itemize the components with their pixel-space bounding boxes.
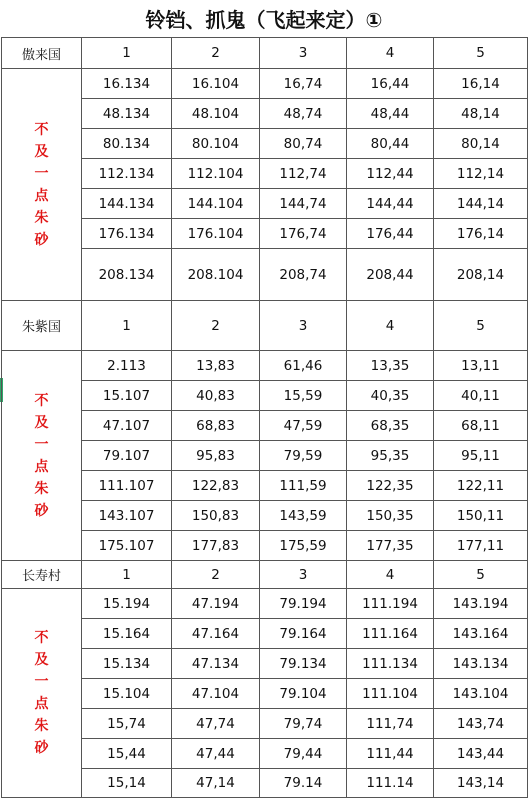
- label-char: 及: [34, 414, 49, 431]
- column-number: 5: [434, 301, 528, 351]
- column-number: 1: [82, 561, 172, 589]
- label-char: 及: [34, 143, 49, 160]
- coordinate-cell: 40,83: [172, 381, 260, 411]
- coordinate-cell: 208.134: [82, 249, 172, 301]
- coordinate-cell: 208,74: [260, 249, 347, 301]
- label-char: 不: [34, 630, 49, 646]
- coordinate-cell: 177,11: [434, 531, 528, 561]
- section-header-row: [2, 301, 528, 351]
- coordinate-cell: 79.164: [260, 619, 347, 649]
- label-char: 朱: [34, 480, 49, 497]
- coordinate-cell: 143,44: [434, 739, 528, 769]
- coordinate-cell: 208,14: [434, 249, 528, 301]
- coordinate-cell: 150,83: [172, 501, 260, 531]
- coordinate-cell: 111,44: [347, 739, 434, 769]
- label-char: 砂: [34, 740, 49, 756]
- coordinate-cell: 150,35: [347, 501, 434, 531]
- coordinate-cell: 15,14: [82, 769, 172, 798]
- coordinate-cell: 47,74: [172, 709, 260, 739]
- coordinate-cell: 2.113: [82, 351, 172, 381]
- coordinate-cell: 48.134: [82, 99, 172, 129]
- column-number: 2: [172, 561, 260, 589]
- coordinate-cell: 144,44: [347, 189, 434, 219]
- coordinate-cell: 48.104: [172, 99, 260, 129]
- coordinate-cell: 208,44: [347, 249, 434, 301]
- cinnabar-note-label: [2, 351, 82, 561]
- coordinate-cell: 143,59: [260, 501, 347, 531]
- section-header-row: [2, 561, 528, 589]
- label-char: 不: [34, 121, 49, 138]
- coordinate-cell: 111.14: [347, 769, 434, 798]
- coordinate-cell: 15,74: [82, 709, 172, 739]
- coordinate-cell: 80.134: [82, 129, 172, 159]
- label-char: 砂: [34, 502, 49, 519]
- coordinate-cell: 79.104: [260, 679, 347, 709]
- coordinate-cell: 176.134: [82, 219, 172, 249]
- label-char: 不: [34, 392, 49, 409]
- coordinate-cell: 47,44: [172, 739, 260, 769]
- coordinate-cell: 13,11: [434, 351, 528, 381]
- label-char: 一: [34, 436, 49, 453]
- coordinate-cell: 68,11: [434, 411, 528, 441]
- coordinate-cell: 79,44: [260, 739, 347, 769]
- coordinate-cell: 15.107: [82, 381, 172, 411]
- column-number: 1: [82, 38, 172, 69]
- column-number: 5: [434, 38, 528, 69]
- label-char: 朱: [34, 718, 49, 734]
- coordinate-cell: 47,14: [172, 769, 260, 798]
- coordinate-cell: 175.107: [82, 531, 172, 561]
- label-char: 点: [34, 458, 49, 475]
- coordinate-cell: 143,74: [434, 709, 528, 739]
- table-row: [2, 589, 528, 619]
- coordinate-cell: 95,83: [172, 441, 260, 471]
- table-row: [2, 351, 528, 381]
- coordinate-cell: 79.134: [260, 649, 347, 679]
- coordinate-cell: 15.164: [82, 619, 172, 649]
- coordinate-cell: 68,83: [172, 411, 260, 441]
- coordinate-cell: 143.194: [434, 589, 528, 619]
- coordinate-cell: 15.134: [82, 649, 172, 679]
- coordinate-cell: 111.104: [347, 679, 434, 709]
- coordinate-cell: 143.134: [434, 649, 528, 679]
- coordinate-cell: 48,44: [347, 99, 434, 129]
- coordinate-cell: 112.104: [172, 159, 260, 189]
- coordinate-cell: 112.134: [82, 159, 172, 189]
- coordinate-cell: 177,83: [172, 531, 260, 561]
- coordinate-cell: 13,83: [172, 351, 260, 381]
- location-name: 长寿村: [2, 561, 82, 589]
- coordinate-cell: 48,74: [260, 99, 347, 129]
- coordinate-cell: 16.104: [172, 69, 260, 99]
- coordinate-cell: 47.164: [172, 619, 260, 649]
- page-title: 铃铛、抓鬼（飞起来定）①: [145, 8, 383, 32]
- coordinate-cell: 111.134: [347, 649, 434, 679]
- coordinate-cell: 47.194: [172, 589, 260, 619]
- coordinate-cell: 15.194: [82, 589, 172, 619]
- coordinate-cell: 111.164: [347, 619, 434, 649]
- column-number: 4: [347, 561, 434, 589]
- coordinate-cell: 16,14: [434, 69, 528, 99]
- coordinate-cell: 15.104: [82, 679, 172, 709]
- coordinate-cell: 122,11: [434, 471, 528, 501]
- coordinate-cell: 122,83: [172, 471, 260, 501]
- column-number: 4: [347, 38, 434, 69]
- coordinate-cell: 143,14: [434, 769, 528, 798]
- coordinate-cell: 176,44: [347, 219, 434, 249]
- location-name: 朱紫国: [2, 301, 82, 351]
- coordinate-cell: 112,44: [347, 159, 434, 189]
- coordinate-cell: 177,35: [347, 531, 434, 561]
- column-number: 1: [82, 301, 172, 351]
- coordinate-cell: 208.104: [172, 249, 260, 301]
- coordinate-cell: 47.107: [82, 411, 172, 441]
- coordinate-cell: 112,14: [434, 159, 528, 189]
- label-char: 一: [34, 165, 49, 182]
- coordinate-cell: 47,59: [260, 411, 347, 441]
- coordinate-cell: 144.104: [172, 189, 260, 219]
- label-char: 朱: [34, 209, 49, 226]
- coordinate-cell: 68,35: [347, 411, 434, 441]
- coordinates-table: [1, 37, 528, 798]
- coordinate-cell: 175,59: [260, 531, 347, 561]
- coordinate-cell: 79,74: [260, 709, 347, 739]
- coordinate-cell: 40,11: [434, 381, 528, 411]
- coordinate-cell: 143.107: [82, 501, 172, 531]
- coordinate-cell: 111.194: [347, 589, 434, 619]
- label-char: 一: [34, 674, 49, 690]
- column-number: 2: [172, 301, 260, 351]
- coordinate-cell: 80,14: [434, 129, 528, 159]
- coordinate-cell: 144.134: [82, 189, 172, 219]
- section-header-row: [2, 38, 528, 69]
- column-number: 3: [260, 561, 347, 589]
- column-number: 4: [347, 301, 434, 351]
- coordinate-cell: 61,46: [260, 351, 347, 381]
- coordinate-cell: 112,74: [260, 159, 347, 189]
- coordinate-cell: 111.107: [82, 471, 172, 501]
- coordinate-cell: 111,74: [347, 709, 434, 739]
- cinnabar-note-label: [2, 589, 82, 798]
- coordinate-cell: 15,59: [260, 381, 347, 411]
- coordinate-cell: 13,35: [347, 351, 434, 381]
- column-number: 3: [260, 301, 347, 351]
- coordinate-cell: 80,44: [347, 129, 434, 159]
- coordinate-cell: 176,14: [434, 219, 528, 249]
- coordinate-cell: 48,14: [434, 99, 528, 129]
- coordinate-cell: 111,59: [260, 471, 347, 501]
- coordinate-cell: 40,35: [347, 381, 434, 411]
- coordinate-cell: 143.164: [434, 619, 528, 649]
- column-number: 3: [260, 38, 347, 69]
- table-row: [2, 69, 528, 99]
- coordinate-cell: 144,14: [434, 189, 528, 219]
- coordinate-cell: 79.14: [260, 769, 347, 798]
- coordinate-cell: 143.104: [434, 679, 528, 709]
- coordinate-cell: 176.104: [172, 219, 260, 249]
- column-number: 2: [172, 38, 260, 69]
- coordinate-cell: 95,35: [347, 441, 434, 471]
- coordinate-cell: 79.194: [260, 589, 347, 619]
- cinnabar-note-label: [2, 69, 82, 301]
- coordinate-cell: 95,11: [434, 441, 528, 471]
- label-char: 及: [34, 652, 49, 668]
- coordinate-cell: 150,11: [434, 501, 528, 531]
- coordinate-cell: 79.107: [82, 441, 172, 471]
- label-char: 砂: [34, 231, 49, 248]
- location-name: 傲来国: [2, 38, 82, 69]
- label-char: 点: [34, 696, 49, 712]
- column-number: 5: [434, 561, 528, 589]
- coordinate-cell: 15,44: [82, 739, 172, 769]
- coordinate-cell: 80.104: [172, 129, 260, 159]
- coordinate-cell: 47.134: [172, 649, 260, 679]
- coordinate-cell: 47.104: [172, 679, 260, 709]
- coordinate-cell: 80,74: [260, 129, 347, 159]
- coordinate-cell: 79,59: [260, 441, 347, 471]
- coordinate-cell: 16,44: [347, 69, 434, 99]
- coordinate-cell: 16.134: [82, 69, 172, 99]
- coordinate-cell: 144,74: [260, 189, 347, 219]
- label-char: 点: [34, 187, 49, 204]
- coordinate-cell: 16,74: [260, 69, 347, 99]
- coordinate-cell: 176,74: [260, 219, 347, 249]
- coordinate-cell: 122,35: [347, 471, 434, 501]
